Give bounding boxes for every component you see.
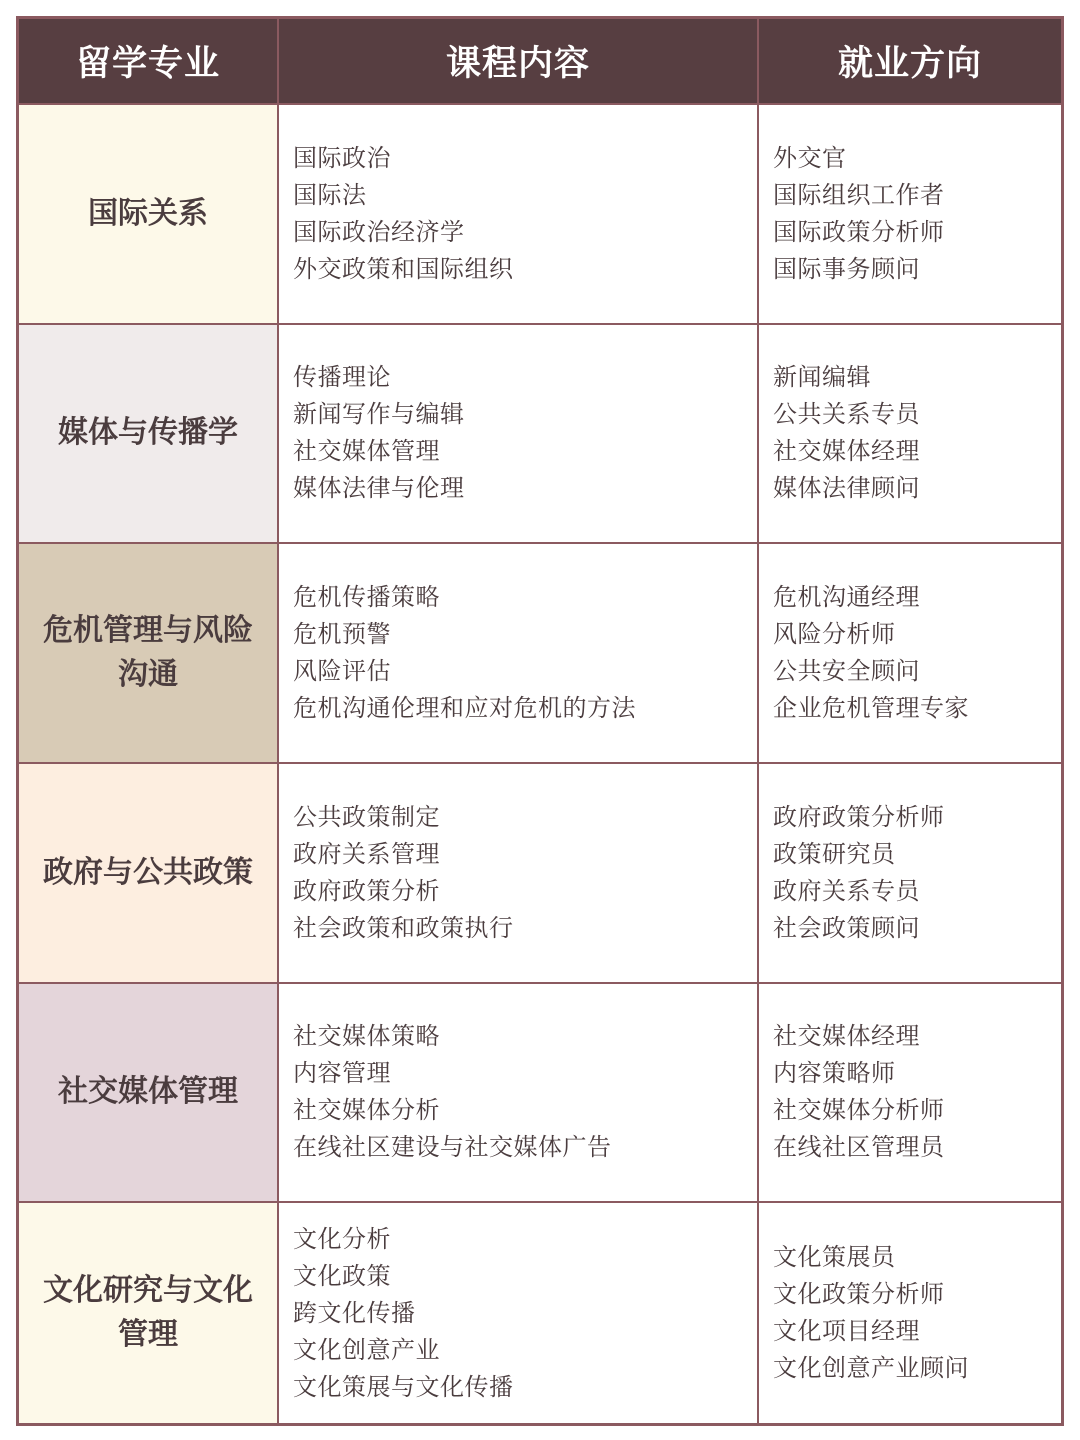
major-cell: 政府与公共政策: [19, 764, 279, 984]
careers-cell: [759, 325, 1061, 545]
course-item: 文化分析: [293, 1224, 391, 1253]
header-careers: 就业方向: [759, 19, 1061, 105]
courses-cell-items: [293, 359, 465, 507]
career-item: 新闻编辑: [773, 363, 871, 392]
career-item: 政府关系专员: [773, 876, 920, 905]
course-item: 国际政治: [293, 143, 391, 172]
career-item: 企业危机管理专家: [773, 694, 969, 723]
careers-cell: [759, 105, 1061, 325]
career-item: 社交媒体经理: [773, 1022, 920, 1051]
careers-cell: [759, 764, 1061, 984]
career-item: 内容策略师: [773, 1059, 896, 1088]
careers-cell: [759, 984, 1061, 1204]
career-item: 文化政策分析师: [773, 1280, 945, 1309]
header-major: 留学专业: [19, 19, 279, 105]
course-item: 文化创意产业: [293, 1335, 440, 1364]
career-item: 在线社区管理员: [773, 1133, 945, 1162]
majors-table: [16, 16, 1064, 1426]
course-item: 公共政策制定: [293, 802, 440, 831]
courses-cell: [279, 984, 759, 1204]
career-item: 媒体法律顾问: [773, 474, 920, 503]
careers-cell-items: [773, 579, 969, 727]
course-item: 社会政策和政策执行: [293, 913, 514, 942]
course-item: 社交媒体策略: [293, 1022, 440, 1051]
course-item: 社交媒体分析: [293, 1096, 440, 1125]
courses-cell: [279, 105, 759, 325]
careers-cell-items: [773, 799, 945, 947]
career-item: 公共安全顾问: [773, 657, 920, 686]
careers-cell: [759, 544, 1061, 764]
course-item: 文化策展与文化传播: [293, 1372, 514, 1401]
career-item: 文化创意产业顾问: [773, 1354, 969, 1383]
courses-cell-items: [293, 1221, 514, 1406]
career-item: 政府政策分析师: [773, 802, 945, 831]
courses-cell: [279, 764, 759, 984]
courses-cell-items: [293, 1018, 612, 1166]
course-item: 内容管理: [293, 1059, 391, 1088]
major-cell: 社交媒体管理: [19, 984, 279, 1204]
course-item: 新闻写作与编辑: [293, 400, 465, 429]
major-cell: 媒体与传播学: [19, 325, 279, 545]
career-item: 国际事务顾问: [773, 254, 920, 283]
career-item: 政策研究员: [773, 839, 896, 868]
career-item: 公共关系专员: [773, 400, 920, 429]
major-cell: 危机管理与风险沟通: [19, 544, 279, 764]
course-item: 危机沟通伦理和应对危机的方法: [293, 694, 636, 723]
course-item: 在线社区建设与社交媒体广告: [293, 1133, 612, 1162]
course-item: 社交媒体管理: [293, 437, 440, 466]
course-item: 危机传播策略: [293, 583, 440, 612]
career-item: 社交媒体分析师: [773, 1096, 945, 1125]
courses-cell: [279, 544, 759, 764]
courses-cell-items: [293, 799, 514, 947]
career-item: 国际政策分析师: [773, 217, 945, 246]
careers-cell-items: [773, 1239, 969, 1387]
course-item: 政府关系管理: [293, 839, 440, 868]
course-item: 危机预警: [293, 620, 391, 649]
career-item: 社会政策顾问: [773, 913, 920, 942]
careers-cell: [759, 1203, 1061, 1423]
career-item: 国际组织工作者: [773, 180, 945, 209]
courses-cell-items: [293, 140, 514, 288]
career-item: 文化项目经理: [773, 1317, 920, 1346]
career-item: 文化策展员: [773, 1243, 896, 1272]
course-item: 传播理论: [293, 363, 391, 392]
careers-cell-items: [773, 1018, 945, 1166]
career-item: 危机沟通经理: [773, 583, 920, 612]
courses-cell-items: [293, 579, 636, 727]
courses-cell: [279, 1203, 759, 1423]
careers-cell-items: [773, 140, 945, 288]
courses-cell: [279, 325, 759, 545]
career-item: 社交媒体经理: [773, 437, 920, 466]
course-item: 文化政策: [293, 1261, 391, 1290]
major-cell: 文化研究与文化管理: [19, 1203, 279, 1423]
careers-cell-items: [773, 359, 920, 507]
header-courses: 课程内容: [279, 19, 759, 105]
course-item: 风险评估: [293, 657, 391, 686]
course-item: 外交政策和国际组织: [293, 254, 514, 283]
course-item: 国际政治经济学: [293, 217, 465, 246]
course-item: 媒体法律与伦理: [293, 474, 465, 503]
career-item: 外交官: [773, 143, 847, 172]
course-item: 跨文化传播: [293, 1298, 416, 1327]
course-item: 国际法: [293, 180, 367, 209]
major-cell: 国际关系: [19, 105, 279, 325]
course-item: 政府政策分析: [293, 876, 440, 905]
career-item: 风险分析师: [773, 620, 896, 649]
